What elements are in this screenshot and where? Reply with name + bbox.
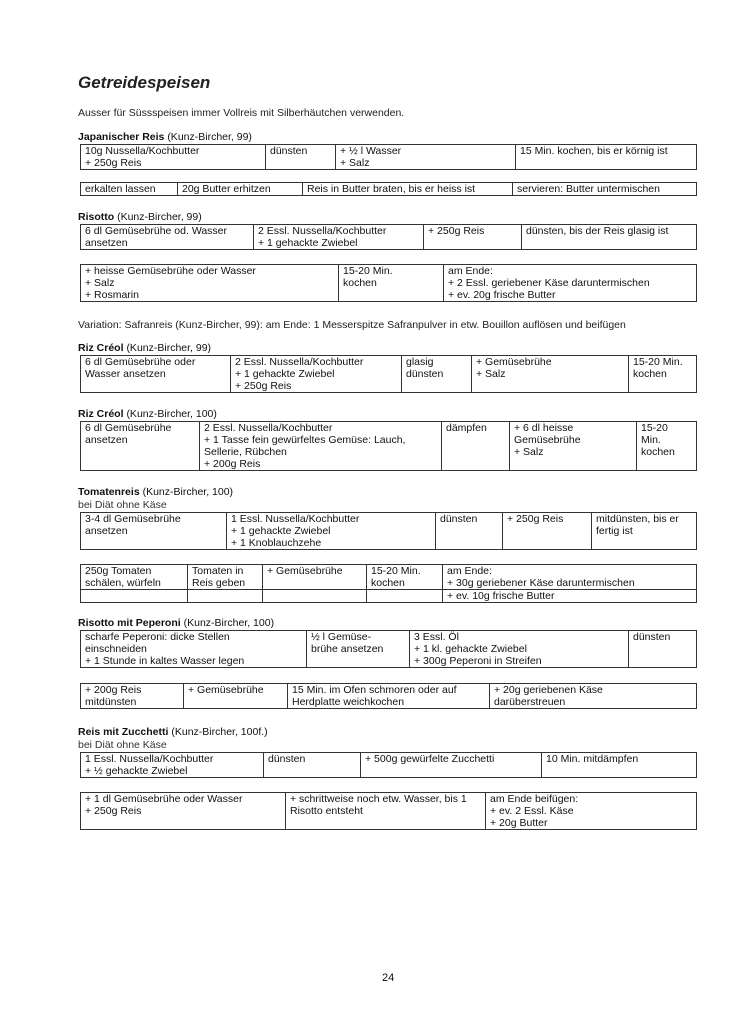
recipe-source: (Kunz-Bircher, 99) [167, 131, 252, 143]
table-cell: + 500g gewürfelte Zucchetti [361, 753, 542, 778]
step-table [80, 630, 697, 668]
step-table [80, 355, 697, 393]
table-cell: dünsten, bis der Reis glasig ist [522, 225, 697, 250]
table-cell: am Ende beifügen: + ev. 2 Essl. Käse + 20g Butter [486, 793, 697, 830]
table-cell: Tomaten in Reis geben [188, 565, 263, 590]
table-row [81, 513, 697, 550]
table-cell: + ½ l Wasser + Salz [336, 145, 516, 170]
recipe-name: Risotto [78, 211, 115, 223]
table-cell: + Gemüsebrühe [263, 565, 367, 590]
table-cell: dünsten [629, 631, 697, 668]
recipe-name: Japanischer Reis [78, 131, 165, 143]
table-cell: 3-4 dl Gemüsebrühe ansetzen [81, 513, 227, 550]
table-row [81, 590, 697, 603]
step-table [80, 421, 697, 471]
table-row [81, 145, 697, 170]
table-cell: + 1 dl Gemüsebrühe oder Wasser + 250g Reis [81, 793, 286, 830]
step-table [80, 792, 697, 830]
intro-text: Ausser für Süssspeisen immer Vollreis mit Silberhäutchen verwenden. [78, 107, 405, 119]
table-row [81, 631, 697, 668]
table-row [81, 565, 697, 590]
recipe-name: Risotto mit Peperoni [78, 617, 181, 629]
table-cell: 2 Essl. Nussella/Kochbutter + 1 gehackte Zwiebel + 250g Reis [231, 356, 402, 393]
table-cell: 250g Tomaten schälen, würfeln [81, 565, 188, 590]
table-cell: dünsten [436, 513, 503, 550]
table-row [81, 225, 697, 250]
recipe-title [78, 211, 202, 223]
table-cell: + schrittweise noch etw. Wasser, bis 1 Risotto entsteht [286, 793, 486, 830]
step-table [80, 182, 697, 196]
table-cell: 10 Min. mitdämpfen [542, 753, 697, 778]
table-cell: + 200g Reis mitdünsten [81, 684, 184, 709]
recipe-source: (Kunz-Bircher, 100) [126, 408, 217, 420]
table-cell: 15 Min. im Ofen schmoren oder auf Herdplatte weichkochen [288, 684, 490, 709]
diet-note: bei Diät ohne Käse [78, 739, 167, 751]
page-number: 24 [382, 972, 395, 984]
table-cell: glasig dünsten [402, 356, 472, 393]
table-cell: + Gemüsebrühe + Salz [472, 356, 629, 393]
table-cell: + 20g geriebenen Käse darüberstreuen [490, 684, 697, 709]
table-cell: 10g Nussella/Kochbutter + 250g Reis [81, 145, 266, 170]
recipe-source: (Kunz-Bircher, 100f.) [171, 726, 268, 738]
table-cell: 15-20 Min. kochen [637, 422, 697, 471]
step-table [80, 564, 697, 603]
table-cell: 15-20 Min. kochen [339, 265, 444, 302]
table-cell: dünsten [266, 145, 336, 170]
recipe-name: Reis mit Zucchetti [78, 726, 169, 738]
recipe-source: (Kunz-Bircher, 99) [117, 211, 202, 223]
table-cell: 15-20 Min. kochen [629, 356, 697, 393]
recipe-title [78, 342, 211, 354]
step-table [80, 144, 697, 170]
table-cell: dünsten [264, 753, 361, 778]
table-cell: dämpfen [442, 422, 510, 471]
table-row [81, 753, 697, 778]
variation-note: Variation: Safranreis (Kunz-Bircher, 99): am Ende: 1 Messerspitze Safranpulver in etw. Bouillon auflösen und beifügen [78, 319, 626, 331]
table-cell [188, 590, 263, 603]
table-cell: + 6 dl heisse Gemüsebrühe + Salz [510, 422, 637, 471]
recipe-title [78, 617, 274, 629]
table-cell: scharfe Peperoni: dicke Stellen einschneiden + 1 Stunde in kaltes Wasser legen [81, 631, 307, 668]
table-cell: 15-20 Min. kochen [367, 565, 443, 590]
table-cell: mitdünsten, bis er fertig ist [592, 513, 697, 550]
table-cell: am Ende: + 30g geriebener Käse daruntermischen [443, 565, 697, 590]
step-table [80, 752, 697, 778]
table-cell: 6 dl Gemüsebrühe od. Wasser ansetzen [81, 225, 254, 250]
table-cell: 1 Essl. Nussella/Kochbutter + ½ gehackte Zwiebel [81, 753, 264, 778]
table-row [81, 793, 697, 830]
table-cell: 20g Butter erhitzen [178, 183, 303, 196]
recipe-name: Riz Créol [78, 408, 124, 420]
table-cell: 1 Essl. Nussella/Kochbutter + 1 gehackte Zwiebel + 1 Knoblauchzehe [227, 513, 436, 550]
table-cell: 6 dl Gemüsebrühe oder Wasser ansetzen [81, 356, 231, 393]
table-cell: servieren: Butter untermischen [513, 183, 697, 196]
table-cell [367, 590, 443, 603]
table-cell: 15 Min. kochen, bis er körnig ist [516, 145, 697, 170]
table-cell: 6 dl Gemüsebrühe ansetzen [81, 422, 200, 471]
recipe-title [78, 726, 268, 738]
recipe-title [78, 408, 217, 420]
table-cell: + 250g Reis [503, 513, 592, 550]
table-row [81, 684, 697, 709]
table-cell: Reis in Butter braten, bis er heiss ist [303, 183, 513, 196]
recipe-source: (Kunz-Bircher, 100) [142, 486, 234, 498]
step-table [80, 224, 697, 250]
table-cell: erkalten lassen [81, 183, 178, 196]
table-cell: + heisse Gemüsebrühe oder Wasser + Salz + Rosmarin [81, 265, 339, 302]
table-cell: ½ l Gemüse- brühe ansetzen [307, 631, 410, 668]
table-cell [81, 590, 188, 603]
recipe-name: Riz Créol [78, 342, 124, 354]
table-cell: 2 Essl. Nussella/Kochbutter + 1 Tasse fein gewürfeltes Gemüse: Lauch, Sellerie, Rübchen + 200g Reis [200, 422, 442, 471]
diet-note: bei Diät ohne Käse [78, 499, 167, 511]
table-cell: + ev. 10g frische Butter [443, 590, 697, 603]
table-row [81, 356, 697, 393]
table-cell: 2 Essl. Nussella/Kochbutter + 1 gehackte Zwiebel [254, 225, 424, 250]
table-cell: + Gemüsebrühe [184, 684, 288, 709]
page-title: Getreidespeisen [78, 73, 211, 92]
step-table [80, 512, 697, 550]
step-table [80, 683, 697, 709]
recipe-source: (Kunz-Bircher, 99) [126, 342, 212, 354]
table-cell: 3 Essl. Öl + 1 kl. gehackte Zwiebel + 300g Peperoni in Streifen [410, 631, 629, 668]
recipe-title [78, 486, 233, 498]
table-cell: am Ende: + 2 Essl. geriebener Käse daruntermischen + ev. 20g frische Butter [444, 265, 697, 302]
table-cell: + 250g Reis [424, 225, 522, 250]
table-row [81, 183, 697, 196]
table-cell [263, 590, 367, 603]
step-table [80, 264, 697, 302]
recipe-name: Tomatenreis [78, 486, 140, 498]
table-row [81, 265, 697, 302]
table-row [81, 422, 697, 471]
recipe-source: (Kunz-Bircher, 100) [183, 617, 275, 629]
recipe-title [78, 131, 252, 143]
